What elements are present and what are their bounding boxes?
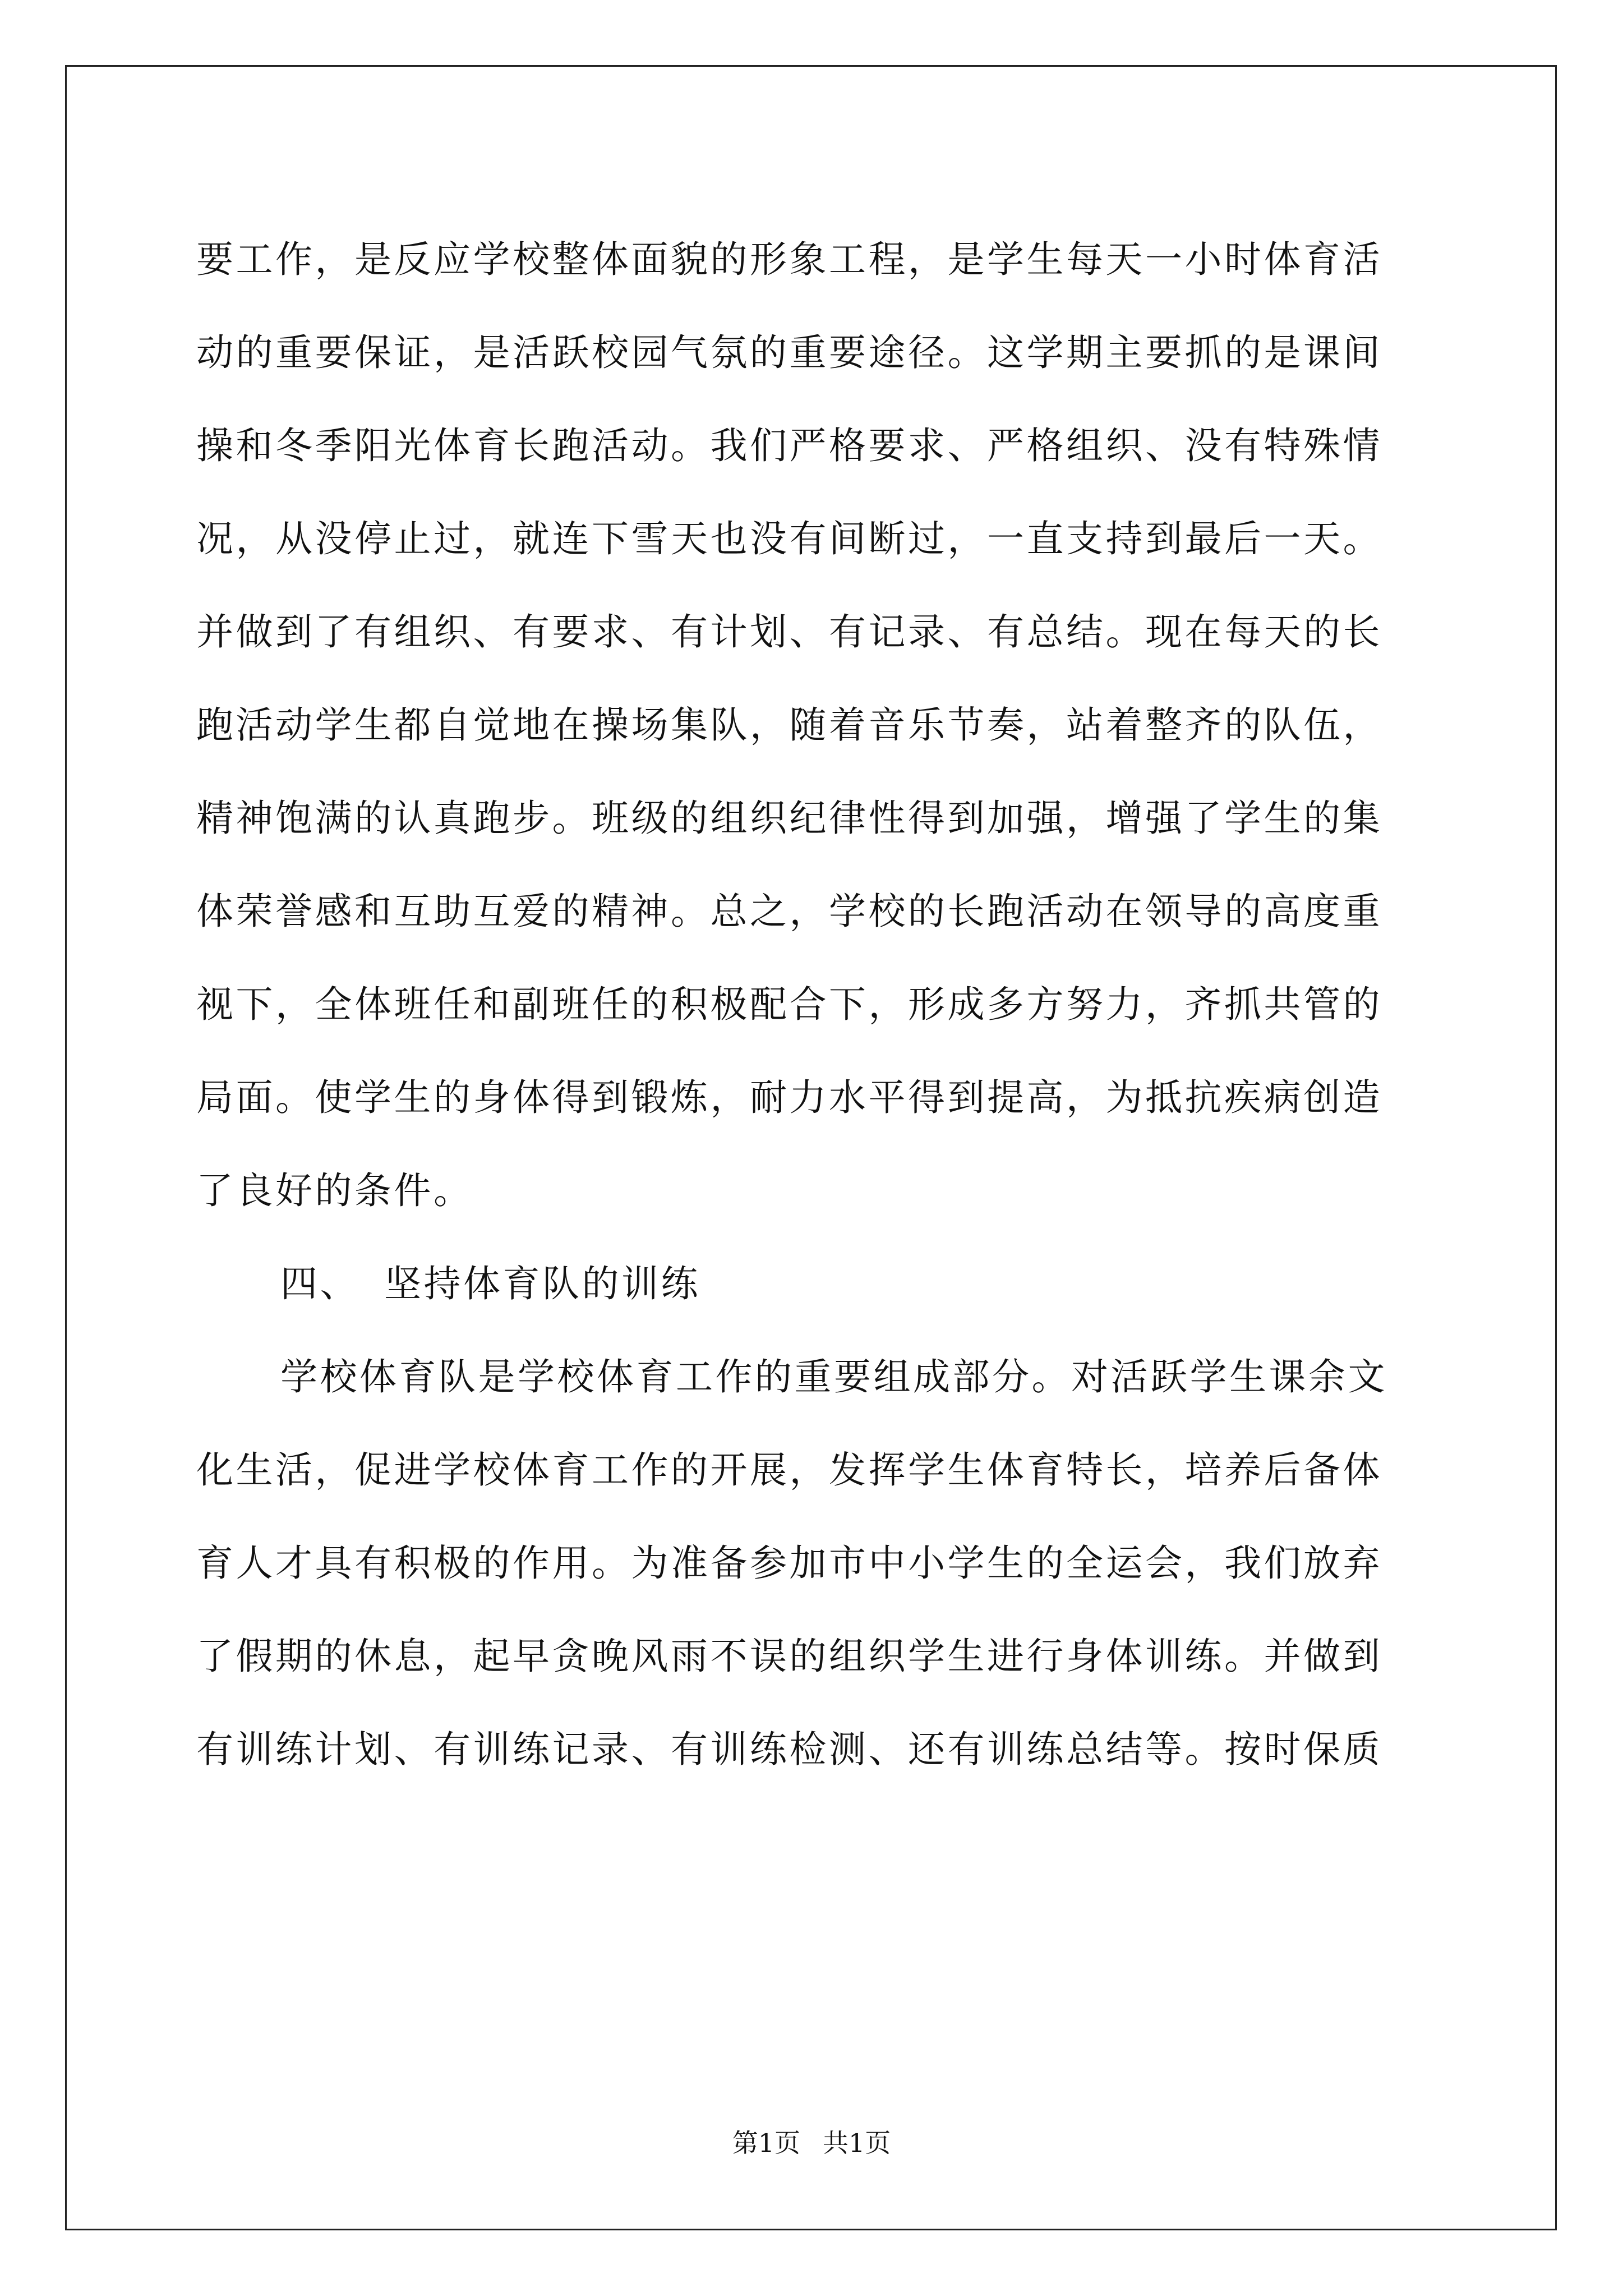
- paragraph-line: 有训练计划、有训练记录、有训练检测、还有训练总结等。按时保质: [196, 1728, 1382, 1771]
- section-heading: [196, 1237, 1430, 1331]
- section-title: 坚持体育队的训练: [384, 1262, 700, 1305]
- paragraph-line: 视下，全体班任和副班任的积极配合下，形成多方努力，齐抓共管的: [196, 983, 1382, 1026]
- paragraph-line: 精神饱满的认真跑步。班级的组织纪律性得到加强，增强了学生的集: [196, 797, 1382, 840]
- paragraph-line: 并做到了有组织、有要求、有计划、有记录、有总结。现在每天的长: [196, 610, 1382, 654]
- document-body: [196, 213, 1430, 1796]
- paragraph-line: 况，从没停止过，就连下雪天也没有间断过，一直支持到最后一天。: [196, 517, 1382, 560]
- paragraph-line: 育人才具有积极的作用。为准备参加市中小学生的全运会，我们放弃: [196, 1542, 1382, 1585]
- paragraph-line: 学校体育队是学校体育工作的重要组成部分。对活跃学生课余文: [280, 1355, 1387, 1398]
- paragraph-line: 局面。使学生的身体得到锻炼，耐力水平得到提高，为抵抗疾病创造: [196, 1076, 1382, 1119]
- paragraph-line: 体荣誉感和互助互爱的精神。总之，学校的长跑活动在领导的高度重: [196, 890, 1382, 933]
- section-number: 四、: [280, 1262, 359, 1305]
- paragraph-line: 了良好的条件。: [196, 1169, 473, 1212]
- paragraph-line: 化生活，促进学校体育工作的开展，发挥学生体育特长，培养后备体: [196, 1448, 1382, 1492]
- paragraph-line: 跑活动学生都自觉地在操场集队，随着音乐节奏，站着整齐的队伍，: [196, 703, 1382, 747]
- page-number-total: 共1页: [823, 2128, 891, 2158]
- page-footer: [0, 2126, 1623, 2160]
- paragraph-line: 要工作，是反应学校整体面貌的形象工程，是学生每天一小时体育活: [196, 238, 1382, 281]
- paragraph-line: 动的重要保证，是活跃校园气氛的重要途径。这学期主要抓的是课间: [196, 331, 1382, 374]
- page-number-current: 第1页: [732, 2128, 800, 2158]
- paragraph-line: 了假期的休息，起早贪晚风雨不误的组织学生进行身体训练。并做到: [196, 1635, 1382, 1678]
- paragraph-line: 操和冬季阳光体育长跑活动。我们严格要求、严格组织、没有特殊情: [196, 424, 1382, 467]
